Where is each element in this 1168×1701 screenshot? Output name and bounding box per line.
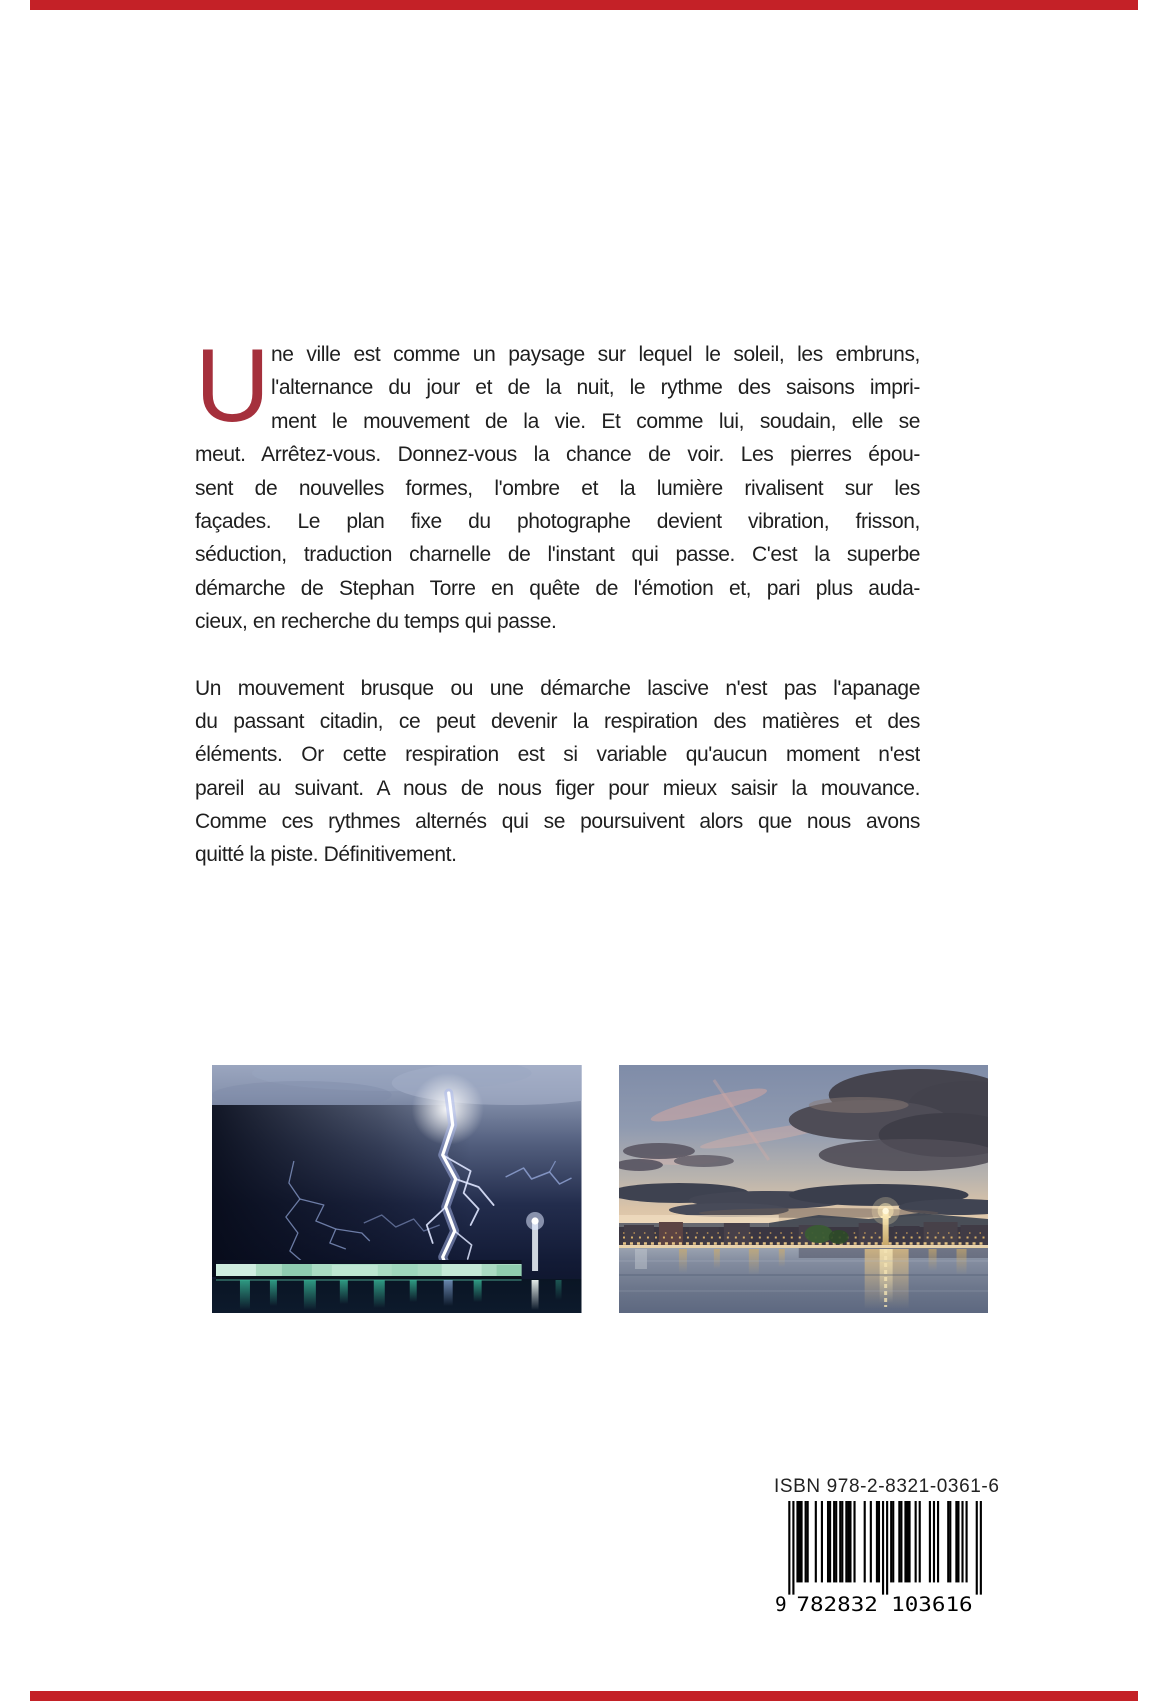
isbn-block <box>774 1476 1000 1615</box>
text-line: quitté la piste. Définitivement. <box>195 843 457 867</box>
text-line: sent de nouvelles formes, l'ombre et la lumière rivalisent sur les <box>195 476 920 500</box>
paragraph-1 <box>195 328 920 639</box>
paragraph-2-lines <box>195 672 920 872</box>
text-line: Un mouvement brusque ou une démarche lascive n'est pas l'apanage <box>195 676 920 700</box>
barcode-bars <box>788 1501 982 1595</box>
text-line: démarche de Stephan Torre en quête de l'émotion et, pari plus auda- <box>195 576 920 600</box>
dusk-city-skyline <box>619 1222 989 1245</box>
text-line: ment le mouvement de la vie. Et comme lui, soudain, elle se <box>271 409 920 433</box>
barcode-digits-left: 782832 <box>796 1592 878 1615</box>
text-line: séduction, traduction charnelle de l'instant qui passe. C'est la superbe <box>195 543 920 567</box>
photo-dusk-lighthouse-harbor <box>619 1065 989 1313</box>
text-line: pareil au suivant. A nous de nous figer pour mieux saisir la mouvance. <box>195 776 920 800</box>
synopsis-text <box>195 328 920 872</box>
dropcap-letter: U <box>195 328 270 444</box>
night-water <box>212 1279 582 1313</box>
top-red-trim-bar <box>30 0 1138 10</box>
photo-lightning-night-city <box>212 1065 582 1313</box>
text-line: ne ville est comme un paysage sur lequel le soleil, les embruns, <box>271 343 920 366</box>
text-line: cieux, en recherche du temps qui passe. <box>195 610 557 634</box>
text-line: Comme ces rythmes alternés qui se poursuivent alors que nous avons <box>195 810 920 834</box>
tree-mass <box>804 1225 832 1243</box>
paragraph-1-lines <box>195 328 920 639</box>
barcode-digits-right: 103616 <box>891 1592 973 1615</box>
quay-light-line <box>619 1246 989 1248</box>
isbn-label: ISBN 978-2-8321-0361-6 <box>774 1476 1000 1497</box>
bottom-red-trim-bar <box>30 1691 1138 1701</box>
night-city-skyline <box>216 1260 522 1279</box>
text-line: éléments. Or cette respiration est si variable qu'aucun moment n'est <box>195 743 920 767</box>
photo-strip <box>212 1065 988 1313</box>
ean13-barcode <box>774 1501 992 1615</box>
text-line: du passant citadin, ce peut devenir la respiration des matières et des <box>195 709 920 733</box>
text-line: meut. Arrêtez-vous. Donnez-vous la chance de voir. Les pierres épou- <box>195 443 920 467</box>
text-line: façades. Le plan fixe du photographe devient vibration, frisson, <box>195 509 920 533</box>
barcode-digit-first: 9 <box>775 1592 787 1615</box>
paragraph-2 <box>195 672 920 872</box>
text-line: l'alternance du jour et de la nuit, le rythme des saisons impri- <box>271 376 920 400</box>
